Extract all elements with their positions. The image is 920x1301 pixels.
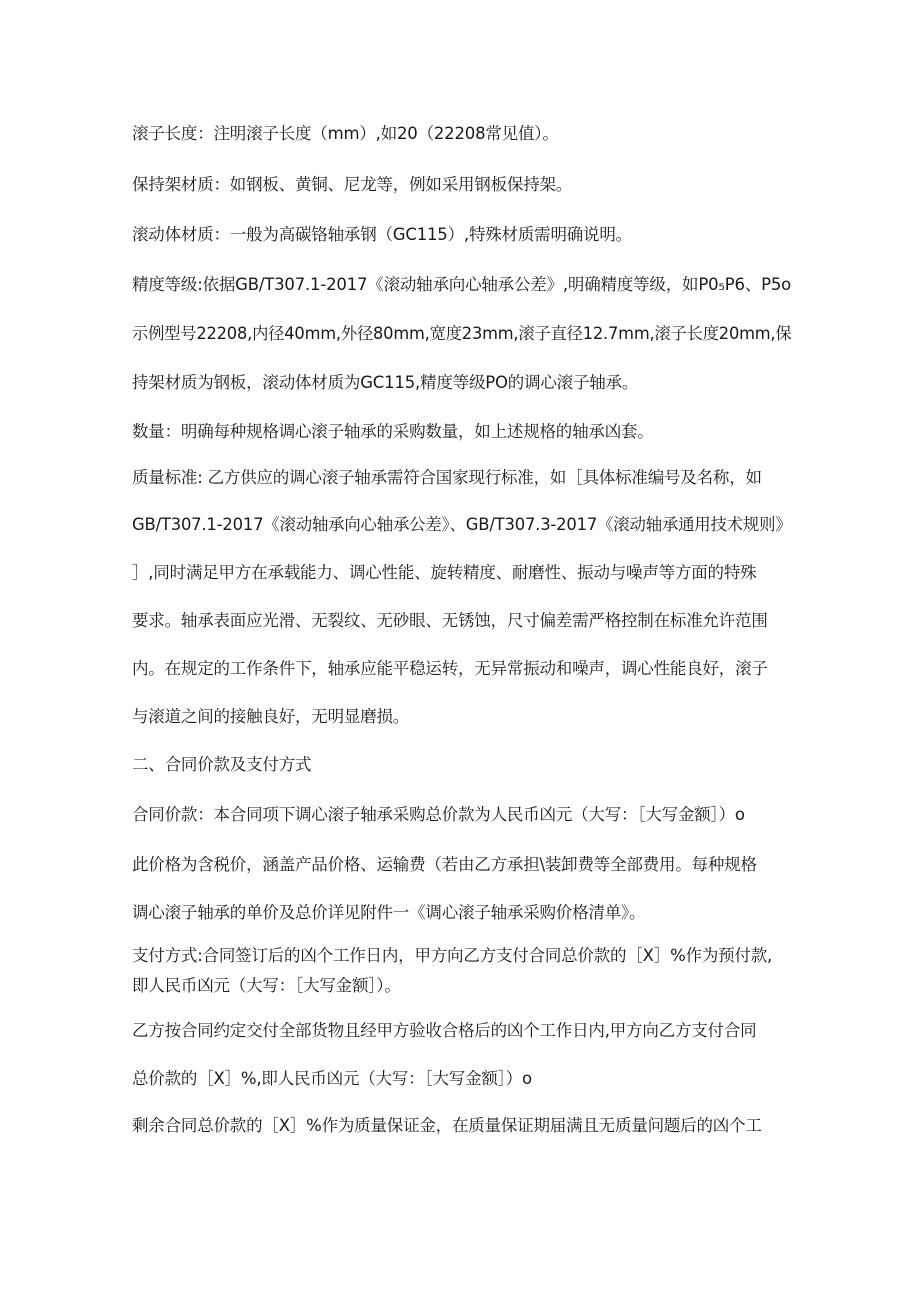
- text-line-contract-price-2: 此价格为含税价，涵盖产品价格、运输费（若由乙方承担\装卸费等全部费用。每种规格: [132, 855, 757, 874]
- text-line-payment-method: 支付方式:合同签订后的凶个工作日内，甲方向乙方支付合同总价款的［X］%作为预付款,: [132, 946, 773, 965]
- text-line-precision-grade: 精度等级:依据GB/T307.1-2017《滚动轴承向心轴承公差》,明确精度等级，如P0₅P6、P5o: [132, 275, 792, 294]
- text-line-example-model: 示例型号22208,内径40mm,外径80mm,宽度23mm,滚子直径12.7mm,滚子长度20mm,保: [132, 324, 792, 343]
- text-line-example-model-cont: 持架材质为钢板，滚动体材质为GC115,精度等级PO的调心滚子轴承。: [132, 373, 639, 392]
- text-line-quality-standard-5: 内。在规定的工作条件下，轴承应能平稳运转，无异常振动和噪声，调心性能良好，滚子: [132, 659, 768, 678]
- text-line-payment-method-2: 即人民币凶元（大写：［大写金额］）。: [132, 976, 401, 995]
- text-line-quality-standard-6: 与滚道之间的接触良好，无明显磨损。: [132, 707, 410, 726]
- text-line-quality-standard: 质量标准: 乙方供应的调心滚子轴承需符合国家现行标准，如［具体标准编号及名称，如: [132, 468, 762, 487]
- text-line-roller-length: 滚子长度：注明滚子长度（mm）,如20（22208常见值）。: [132, 124, 559, 143]
- text-line-payment-delivery-2: 总价款的［X］%,即人民币凶元（大写：［大写金额］）o: [132, 1069, 532, 1088]
- text-line-quality-standard-4: 要求。轴承表面应光滑、无裂纹、无砂眼、无锈蚀，尺寸偏差需严格控制在标准允许范围: [132, 611, 768, 630]
- text-line-cage-material: 保持架材质：如钢板、黄铜、尼龙等，例如采用钢板保持架。: [132, 175, 573, 194]
- text-line-contract-price: 合同价款：本合同项下调心滚子轴承采购总价款为人民币凶元（大写：［大写金额］）o: [132, 805, 745, 824]
- text-line-payment-delivery: 乙方按合同约定交付全部货物且经甲方验收合格后的凶个工作日内,甲方向乙方支付合同: [132, 1021, 757, 1040]
- text-line-rolling-element-material: 滚动体材质：一般为高碳铬轴承钢（GC115）,特殊材质需明确说明。: [132, 225, 632, 244]
- text-line-quality-standard-2: GB/T307.1-2017《滚动轴承向心轴承公差》、GB/T307.3-2017《滚动轴承通用技术规则》: [132, 515, 792, 534]
- text-line-quality-standard-3: ］,同时满足甲方在承载能力、调心性能、旋转精度、耐磨性、振动与噪声等方面的特殊: [132, 563, 757, 582]
- section-heading-contract-price: 二、合同价款及支付方式: [132, 755, 312, 774]
- text-line-quantity: 数量：明确每种规格调心滚子轴承的采购数量，如上述规格的轴承凶套。: [132, 422, 654, 441]
- text-line-contract-price-3: 调心滚子轴承的单价及总价详见附件一《调心滚子轴承采购价格清单》。: [132, 903, 646, 922]
- text-line-quality-deposit: 剩余合同总价款的［X］%作为质量保证金，在质量保证期届满且无质量问题后的凶个工: [132, 1116, 762, 1135]
